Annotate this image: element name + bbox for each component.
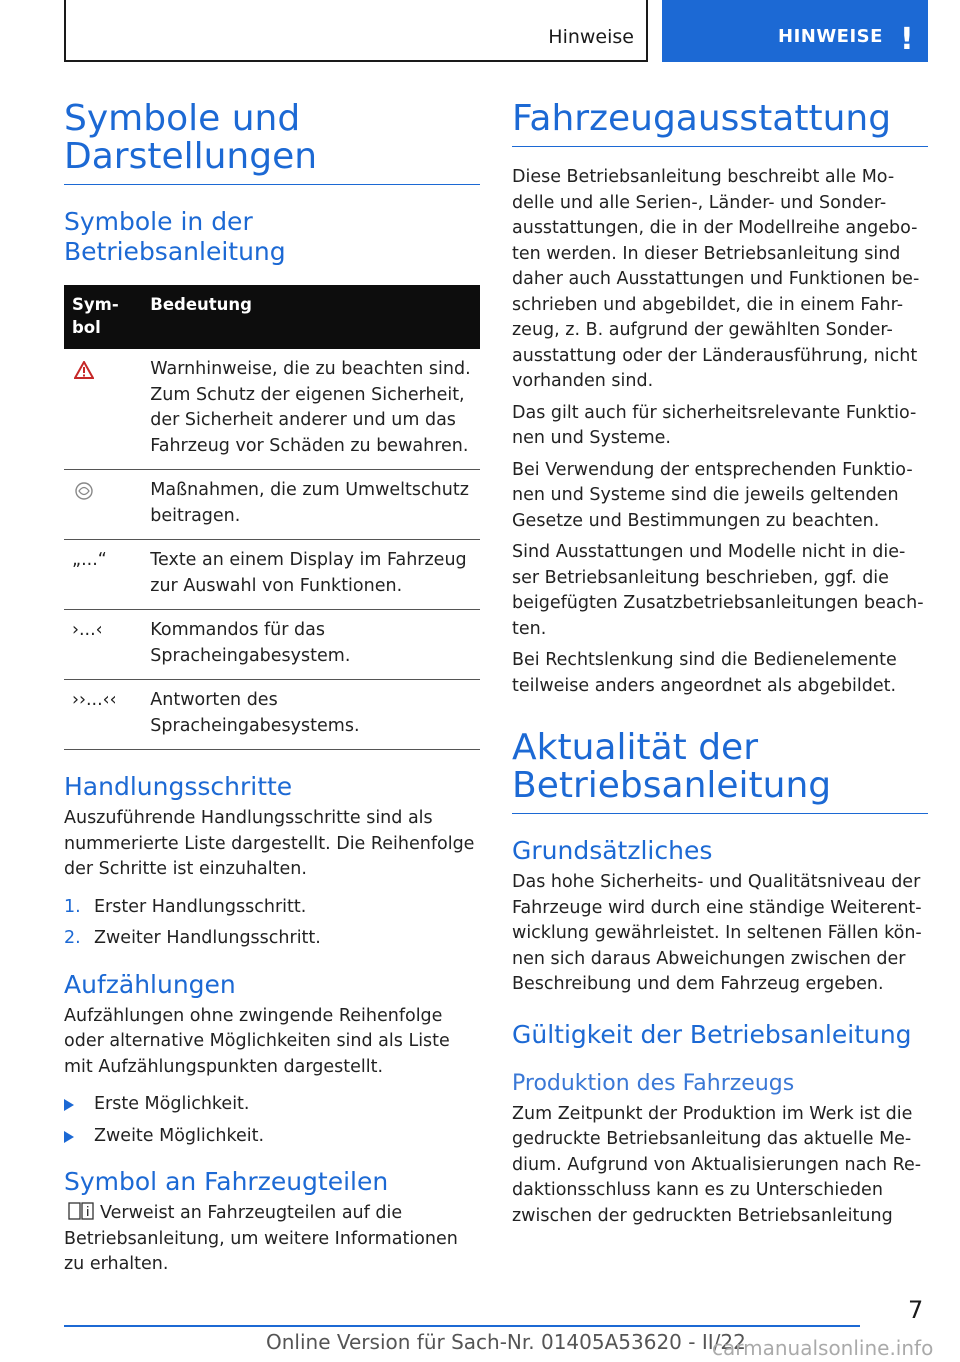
table-header-symbol: Sym- bol	[64, 285, 142, 349]
table-cell-symbol	[64, 470, 142, 540]
exclamation-icon: !	[900, 22, 914, 57]
table-cell-symbol: ›...‹	[64, 610, 142, 680]
bullet-triangle-icon	[64, 1099, 74, 1111]
right-column	[512, 100, 928, 1229]
table-cell-meaning: Maßnahmen, die zum Umweltschutz beitragen.	[142, 470, 480, 540]
symbols-table	[64, 285, 480, 750]
table-cell-symbol	[64, 349, 142, 470]
table-cell-meaning: Texte an einem Display im Fahrzeug zur Auswahl von Funktionen.	[142, 540, 480, 610]
list-item	[64, 895, 480, 921]
bullet-triangle-icon	[64, 1131, 74, 1143]
header-section-tab	[662, 0, 928, 62]
table-cell-symbol: ››...‹‹	[64, 680, 142, 750]
actuality-title-line-2: Betriebsanleitung	[512, 765, 832, 806]
equipment-paragraph: Diese Betriebsanleitung beschreibt alle Mo-delle und alle Serien-, Länder- und Sonder-ausstattungen, die in der Modellreihe angebo-ten werden. In dieser Betriebsanleitung sind daher auch Ausstattungen und Funktionen be-schrieben und abgebildet, die in einem Fahr-zeug, z. B. aufgrund der gewählten Sonder-ausstattung oder der Länderausführung, nicht vorhanden sind.	[512, 167, 920, 391]
table-row	[64, 470, 480, 540]
table-row	[64, 680, 480, 750]
steps-title: Handlungsschritte	[64, 772, 293, 801]
lists-text: Aufzählungen ohne zwingende Reihenfolge oder alternative Möglichkeiten sind als Liste mit Aufzählungspunkten dargestellt.	[64, 1005, 450, 1077]
header-section-label: Hinweise	[548, 26, 634, 48]
bullet-text: Erste Möglichkeit.	[94, 1094, 250, 1114]
bullet-text: Zweite Möglichkeit.	[94, 1125, 265, 1146]
main-title: Symbole und Darstellungen	[64, 100, 480, 185]
table-row	[64, 610, 480, 680]
table-header-meaning: Bedeutung	[142, 285, 480, 349]
equipment-title: Fahrzeugausstattung	[512, 100, 928, 147]
list-item	[64, 1124, 480, 1150]
equipment-paragraph: Sind Ausstattungen und Modelle nicht in die-ser Betriebsanleitung beschrieben, ggf. die beigefügten Zusatzbetriebsanleitungen beach-ten.	[512, 542, 924, 639]
online-version-note: Online Version für Sach-Nr. 01405A53620 - II/22	[266, 1330, 746, 1354]
step-number: 2.	[64, 928, 81, 948]
table-cell-meaning: Kommandos für das Spracheingabesystem.	[142, 610, 480, 680]
bullet-list	[64, 1092, 480, 1149]
step-text: Erster Handlungsschritt.	[94, 896, 307, 917]
table-cell-meaning: Warnhinweise, die zu beachten sind. Zum Schutz der eigenen Sicherheit, der Sicherheit anderer und um das Fahrzeug vor Schäden zu bewahren.	[142, 349, 480, 470]
step-number: 1.	[64, 896, 81, 917]
equipment-paragraph: Bei Verwendung der entsprechenden Funktio-nen und Systeme sind die jeweils geltenden Gesetze und Bestimmungen zu beachten.	[512, 459, 913, 531]
footer-divider	[64, 1325, 860, 1327]
lists-title: Aufzählungen	[64, 969, 236, 999]
parts-title: Symbol an Fahrzeugteilen	[64, 1167, 389, 1196]
table-row	[64, 349, 480, 470]
header-tab-label: HINWEISE	[778, 26, 883, 47]
manual-book-icon	[68, 1201, 94, 1221]
environment-icon	[74, 481, 94, 501]
table-row	[64, 540, 480, 610]
warning-triangle-icon	[74, 361, 94, 379]
list-item	[64, 926, 480, 952]
table-cell-symbol: „...“	[64, 540, 142, 610]
production-title: Produktion des Fahrzeugs	[512, 1070, 795, 1096]
equipment-paragraph: Bei Rechtslenkung sind die Bedienelemente teilweise anders angeordnet als abgebildet.	[512, 650, 897, 696]
steps-text: Auszuführende Handlungsschritte sind als nummerierte Liste dargestellt. Die Reihenfolge der Schritte ist einzuhalten.	[64, 808, 475, 879]
header-section-box	[64, 0, 648, 62]
step-text: Zweiter Handlungsschritt.	[94, 928, 321, 948]
parts-text: Verweist an Fahrzeugteilen auf die Betriebsanleitung, um weitere Informationen zu erhalten.	[64, 1203, 458, 1274]
validity-title: Gültigkeit der Betriebsanleitung	[512, 1019, 912, 1049]
actuality-title-line-1: Aktualität der	[512, 727, 759, 768]
table-cell-meaning: Antworten des Spracheingabesystems.	[142, 680, 480, 750]
production-text: Zum Zeitpunkt der Produktion im Werk ist die gedruckte Betriebsanleitung das aktuelle Me-dium. Aufgrund von Aktualisierungen nach Re-daktionsschluss kann es zu Unterschieden zwischen der gedruckten Betriebsanleitung	[512, 1103, 922, 1226]
equipment-paragraph: Das gilt auch für sicherheitsrelevante Funktio-nen und Systeme.	[512, 402, 917, 448]
parts-text-block	[64, 1201, 480, 1278]
basics-text: Das hohe Sicherheits- und Qualitätsniveau der Fahrzeuge wird durch eine ständige Weiterent-wicklung gewährleistet. In seltenen Fällen kön-nen sich daraus Abweichungen zwischen der Beschreibung und dem Fahrzeug ergeben.	[512, 872, 922, 994]
list-item	[64, 1092, 480, 1118]
page-number: 7	[908, 1296, 924, 1324]
watermark: carmanualsonline.info	[712, 1336, 934, 1360]
left-column	[64, 100, 480, 1278]
actuality-title	[512, 729, 928, 814]
symbols-title: Symbole in der Betriebsanleitung	[64, 207, 286, 266]
steps-list	[64, 895, 480, 952]
basics-title: Grundsätzliches	[512, 836, 713, 865]
